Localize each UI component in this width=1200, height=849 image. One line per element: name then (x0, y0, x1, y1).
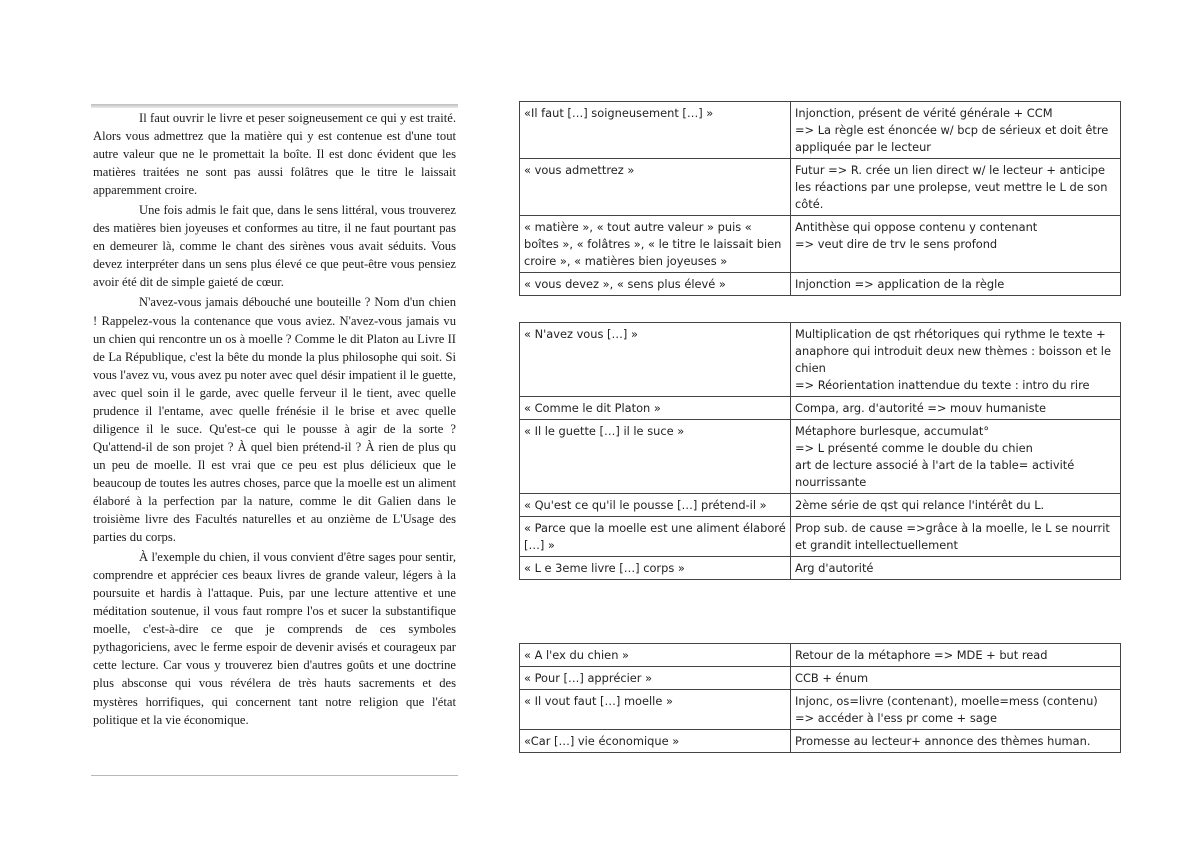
analysis-cell: Retour de la métaphore => MDE + but read (791, 644, 1121, 667)
table-row (520, 644, 1121, 667)
analysis-table-3 (519, 643, 1121, 753)
scan-paragraph: Une fois admis le fait que, dans le sens littéral, vous trouverez des matières bien joyeuses et conformes au titre, il ne faut pourtant pas en demeurer là, comme le chant des sirènes vous avait séduits. Vous devez interpréter dans un sens plus élevé ce que peut-être vous pensiez avoir été dit de simple gaieté de cœur. (93, 203, 456, 290)
table-row (520, 730, 1121, 753)
analysis-table-1 (519, 101, 1121, 296)
table-row (520, 494, 1121, 517)
quote-cell: « Pour […] apprécier » (520, 667, 791, 690)
quote-cell: « Il vout faut […] moelle » (520, 690, 791, 730)
analysis-cell: Compa, arg. d'autorité => mouv humaniste (791, 397, 1121, 420)
quote-cell: « N'avez vous […] » (520, 323, 791, 397)
scan-top-border (91, 104, 458, 108)
quote-cell: « L e 3eme livre […] corps » (520, 557, 791, 580)
quote-cell: « Il le guette […] il le suce » (520, 420, 791, 494)
quote-cell: « Parce que la moelle est une aliment élaboré […] » (520, 517, 791, 557)
scan-paragraph: Il faut ouvrir le livre et peser soigneusement ce qui y est traité. Alors vous admettrez que la matière qui y est contenue est d'une tout autre valeur que ne le promettait la boîte. Il est donc évident que les matières traitées ne sont pas aussi folâtres que le titre le laissait apparemment croire. (93, 111, 456, 198)
table-row (520, 667, 1121, 690)
analysis-cell: 2ème série de qst qui relance l'intérêt du L. (791, 494, 1121, 517)
quote-cell: « A l'ex du chien » (520, 644, 791, 667)
analysis-cell: Multiplication de qst rhétoriques qui rythme le texte + anaphore qui introduit deux new thèmes : boisson et le chien => Réorientation inattendue du texte : intro du rire (791, 323, 1121, 397)
analysis-cell: Arg d'autorité (791, 557, 1121, 580)
table-row (520, 397, 1121, 420)
table-row (520, 690, 1121, 730)
quote-cell: « matière », « tout autre valeur » puis « boîtes », « folâtres », « le titre le laissait bien croire », « matières bien joyeuses » (520, 216, 791, 273)
table-row (520, 323, 1121, 397)
scanned-text-excerpt (91, 104, 458, 776)
scan-paragraph: N'avez-vous jamais débouché une bouteille ? Nom d'un chien ! Rappelez-vous la contenance que vous aviez. N'avez-vous jamais vu un chien qui rencontre un os à moelle ? Comme le dit Platon au Livre II de La République, c'est la bête du monde la plus philosophe qui soit. Si vous l'avez vu, vous avez pu noter avec quel désir impatient il le guette, avec quel soin il le garde, avec quelle ferveur il le tient, avec quelle prudence il l'entame, avec quelle frénésie il le brise et avec quelle diligence il le suce. Qu'est-ce qui le pousse à agir de la sorte ? Qu'attend-il de son projet ? À quel bien prétend-il ? À rien de plus qu un peu de moelle. Il est vrai que ce peu est plus délicieux que le beaucoup de toutes les autres choses, parce que la moelle est un aliment élaboré à la perfection par la nature, comme le dit Galien dans le troisième livre des Facultés naturelles et au onzième de L'Usage des parties du corps. (93, 295, 456, 545)
quote-cell: «Il faut […] soigneusement […] » (520, 102, 791, 159)
table-row (520, 273, 1121, 296)
table-row (520, 102, 1121, 159)
table-row (520, 420, 1121, 494)
analysis-cell: Prop sub. de cause =>grâce à la moelle, le L se nourrit et grandit intellectuellement (791, 517, 1121, 557)
table-row (520, 517, 1121, 557)
table-row (520, 557, 1121, 580)
analysis-cell: Injonc, os=livre (contenant), moelle=mess (contenu) => accéder à l'ess pr come + sage (791, 690, 1121, 730)
analysis-cell: Antithèse qui oppose contenu y contenant => veut dire de trv le sens profond (791, 216, 1121, 273)
analysis-cell: Injonction => application de la règle (791, 273, 1121, 296)
analysis-cell: Injonction, présent de vérité générale + CCM => La règle est énoncée w/ bcp de sérieux et doit être appliquée par le lecteur (791, 102, 1121, 159)
analysis-cell: Futur => R. crée un lien direct w/ le lecteur + anticipe les réactions par une prolepse, veut mettre le L de son côté. (791, 159, 1121, 216)
analysis-table-2 (519, 322, 1121, 580)
quote-cell: « Comme le dit Platon » (520, 397, 791, 420)
analysis-cell: Promesse au lecteur+ annonce des thèmes human. (791, 730, 1121, 753)
table-row (520, 216, 1121, 273)
scan-bottom-border (91, 775, 458, 776)
quote-cell: « vous admettrez » (520, 159, 791, 216)
analysis-cell: CCB + énum (791, 667, 1121, 690)
quote-cell: « Qu'est ce qu'il le pousse […] prétend-il » (520, 494, 791, 517)
quote-cell: « vous devez », « sens plus élevé » (520, 273, 791, 296)
quote-cell: «Car […] vie économique » (520, 730, 791, 753)
analysis-cell: Métaphore burlesque, accumulat° => L présenté comme le double du chien art de lecture associé à l'art de la table= activité nourrissante (791, 420, 1121, 494)
table-row (520, 159, 1121, 216)
scan-paragraph: À l'exemple du chien, il vous convient d'être sages pour sentir, comprendre et apprécier ces beaux livres de grande valeur, légers à la poursuite et hardis à l'attaque. Puis, par une lecture attentive et une méditation soutenue, il vous faut rompre l'os et sucer la substantifique moelle, c'est-à-dire ce que je comprends de ces symboles pythagoriciens, avec le ferme espoir de devenir avisés et courageux par cette lecture. Car vous y trouverez bien d'autres goûts et une doctrine plus absconse qui vous révélera de très hauts sacrements et des mystères horrifiques, qui concernent tant notre religion que l'état politique et la vie économique. (93, 550, 456, 727)
